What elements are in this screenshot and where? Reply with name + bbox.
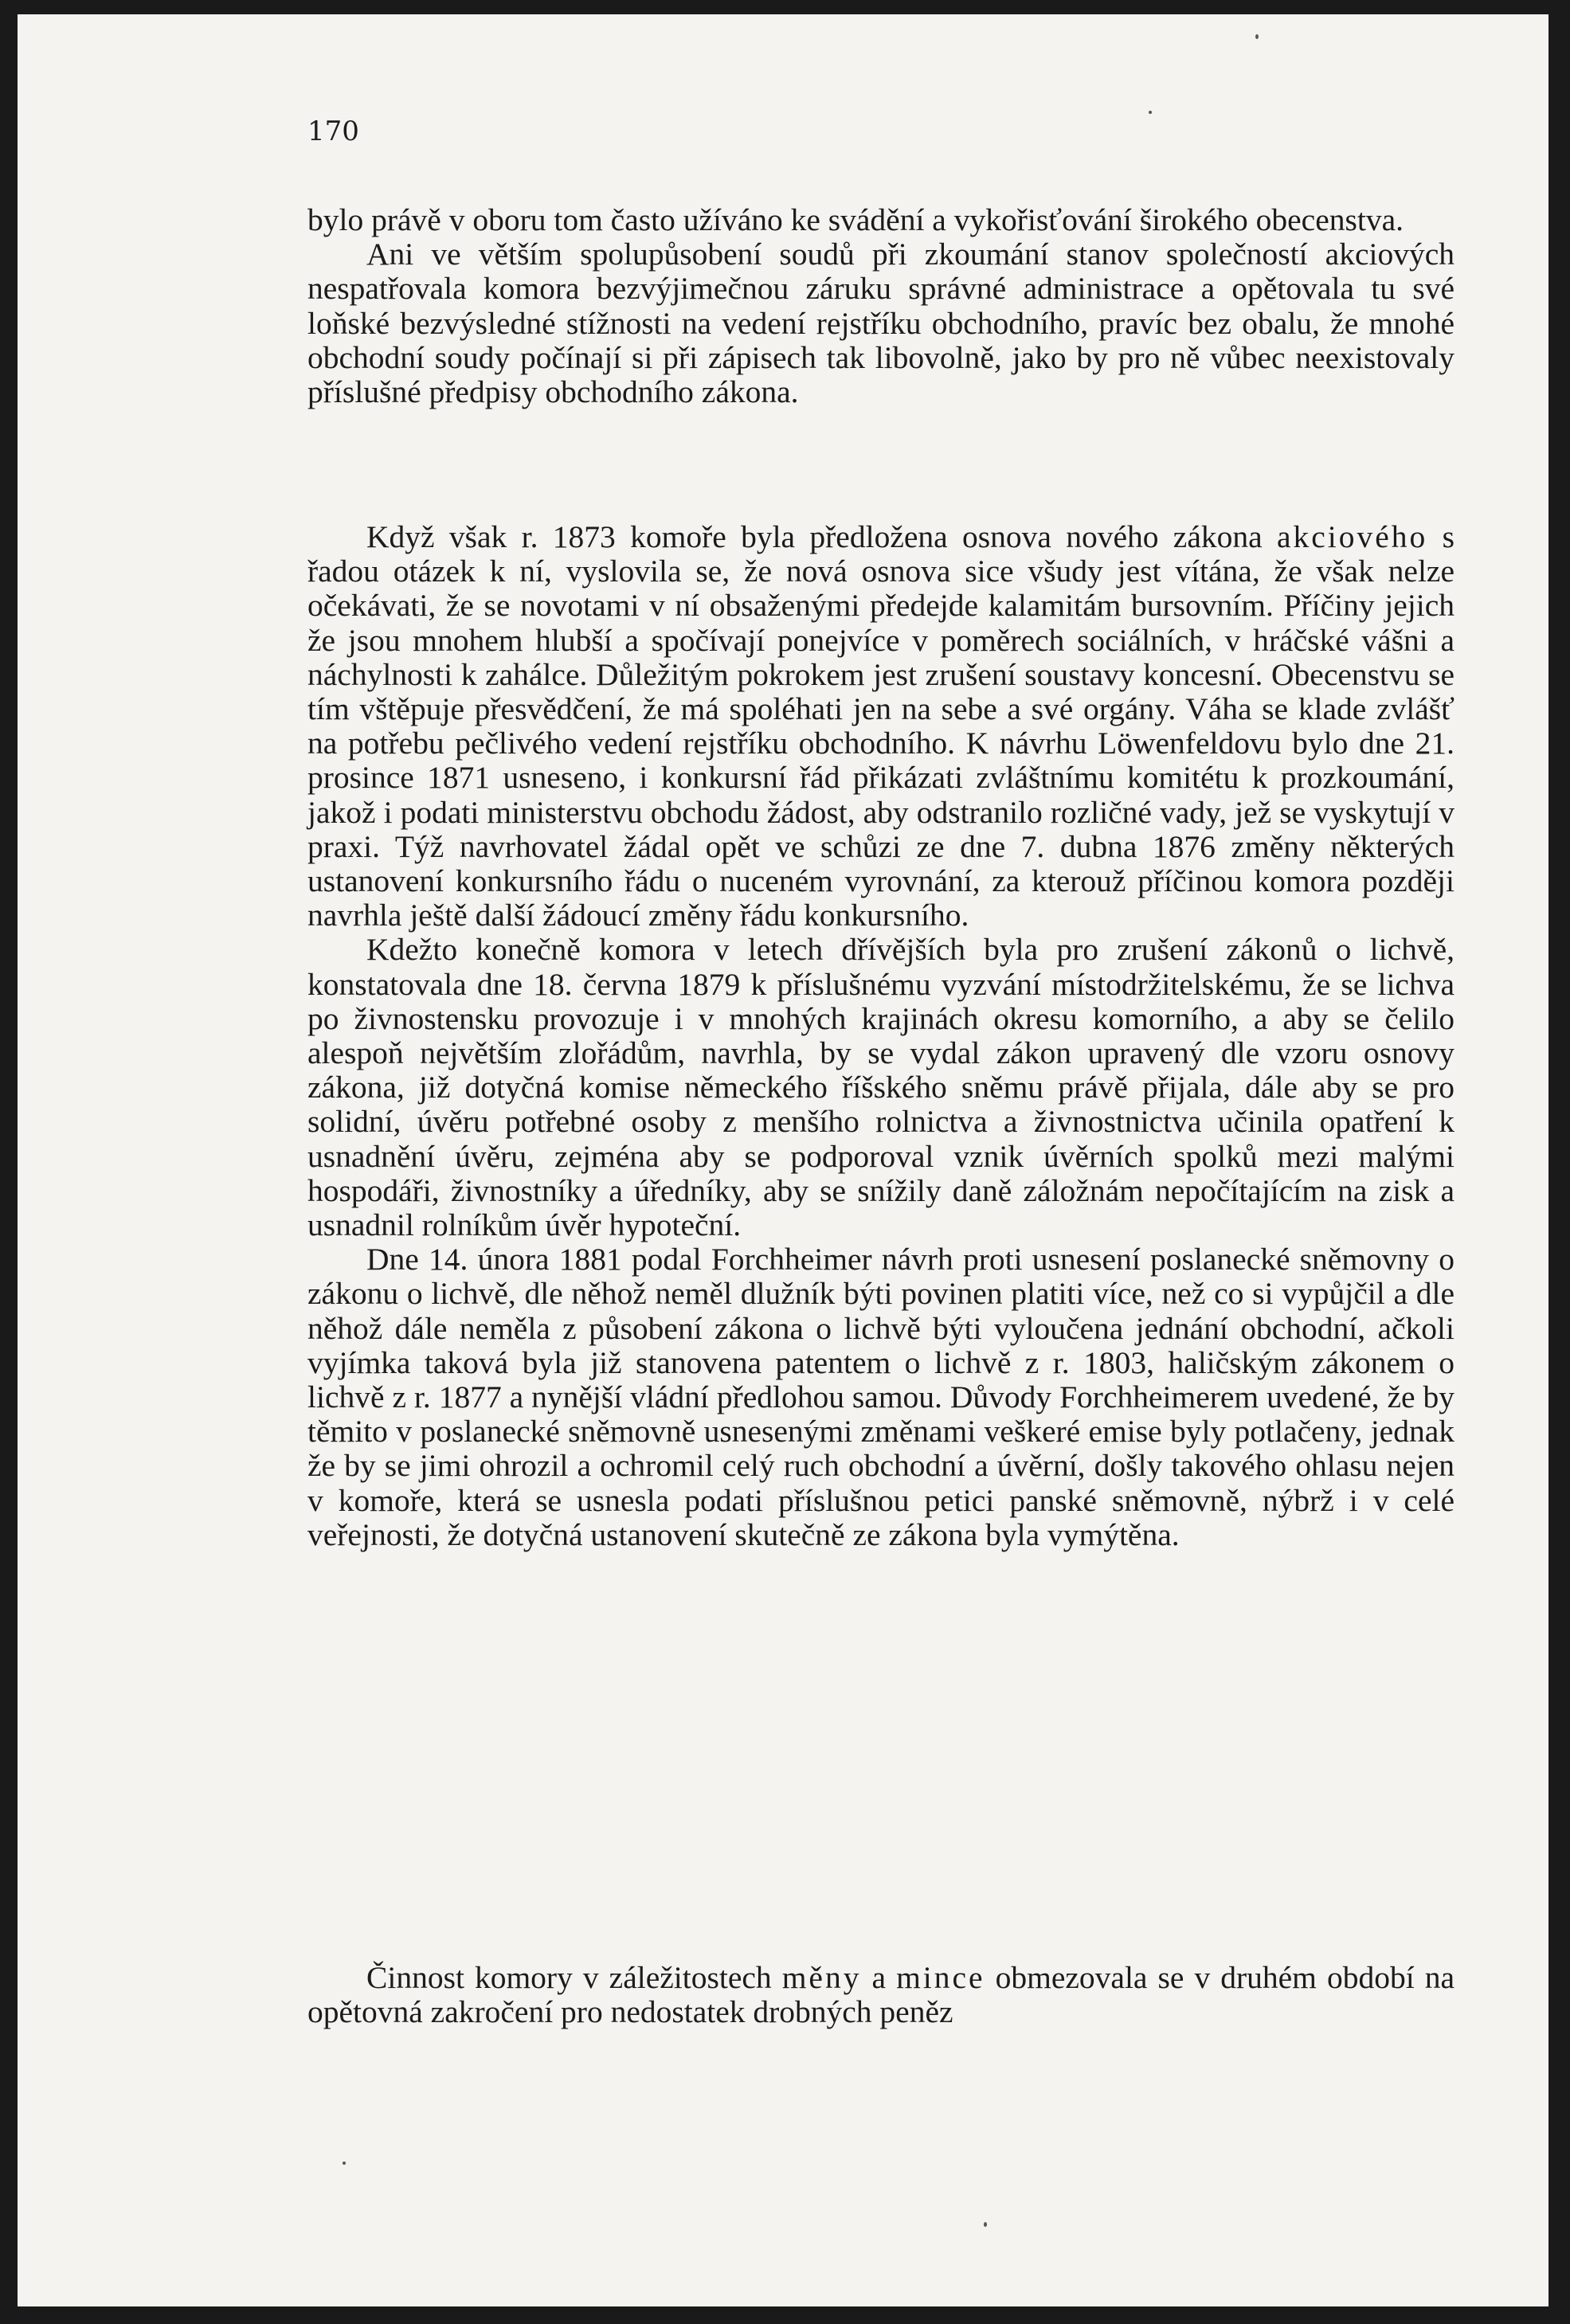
paragraph-akciovy-zakon xyxy=(307,520,1455,933)
paragraph-continuation: bylo právě v oboru tom často užíváno ke svádění a vykořisťování širokého obecenstva. xyxy=(307,202,1404,237)
paragraph-stanovy: Ani ve větším spolupůsobení soudů při zkoumání stanov společností akciových nespatřovala komora bezvýjimečnou záruku správné administrace a opětovala tu své loňské bezvýsledné stížnosti na vedení rejstříku obchodního, pravíc bez obalu, že mnohé obchodní soudy počínají si při zápisech tak libovolně, jako by pro ně vůbec neexistovaly příslušné předpisy obchodního zákona. xyxy=(307,237,1455,410)
text-run: obmezovala se v druhém období na opětovná zakročení pro nedostatek drobných peněz xyxy=(307,1960,1455,2030)
text-run: a xyxy=(861,1960,897,1995)
paragraph-forchheimer: Dne 14. února 1881 podal Forchheimer návrh proti usnesení poslanecké sněmovny o zákonu o lichvě, dle něhož neměl dlužník býti povinen platiti více, než co si vypůjčil a dle něhož dále neměla z působení zákona o lichvě býti vyloučena jednání obchodní, ačkoli vyjímka taková byla již stanovena patentem o lichvě z r. 1803, haličským zákonem o lichvě z r. 1877 a nynější vládní předlohou samou. Důvody Forchheimerem uvedené, že by těmito v poslanecké sněmovně usnesenými změnami veškeré emise byly potlačeny, jednak že by se jimi ohrozil a ochromil celý ruch obchodní a úvěrní, došly takového ohlasu nejen v komoře, která se usnesla podati příslušnou petici panské sněmovně, nýbrž i v celé veřejnosti, že dotyčná ustanovení skutečně ze zákona byla vymýtěna. xyxy=(307,1242,1455,1552)
scan-speck xyxy=(1255,34,1259,39)
text-run: s řadou otázek k ní, vyslovila se, že nová osnova sice všudy jest vítána, že však nelze očekávati, že se novotami v ní obsaženými předejde kalamitám bursovním. Příčiny jejich že jsou mnohem hlubší a spočívají ponejvíce v poměrech sociálních, v hráčské vášni a náchylnosti k zahálce. Důležitým pokrokem jest zrušení soustavy koncesní. Obecenstvu se tím vštěpuje přesvědčení, že má spoléhati jen na sebe a své orgány. Váha se klade zvlášť na potřebu pečlivého vedení rejstříku obchodního. K návrhu Löwenfeldovu bylo dne 21. prosince 1871 usneseno, i konkursní řád přikázati zvláštnímu komitétu k prozkoumání, jakož i podati ministerstvu obchodu žádost, aby odstranilo rozličné vady, jež se vyskytují v praxi. Týž navrhovatel žádal opět ve schůzi ze dne 7. dubna 1876 změny některých ustanovení konkursního řádu o nuceném vyrovnání, za kterouž příčinou komora později navrhla ještě další žádoucí změny řádu konkursního. xyxy=(307,519,1455,933)
text-block-opening xyxy=(307,203,1455,409)
emphasized-term: akciového xyxy=(1276,519,1428,554)
scan-speck xyxy=(343,2162,346,2165)
scan-speck xyxy=(1149,111,1152,114)
text-run: Činnost komory v záležitostech xyxy=(366,1960,782,1995)
paragraph-lichva: Kdežto konečně komora v letech dřívějších byla pro zrušení zákonů o lichvě, konstatovala dne 18. června 1879 k příslušnému vyzvání místodržitelskému, že se lichva po živnostensku provozuje i v mnohých krajinách okresu komorního, a aby se čelilo alespoň největším zlořádům, navrhla, by se vydal zákon upravený dle vzoru osnovy zákona, již dotyčná komise německého říšského sněmu právě přijala, dále aby se pro solidní, úvěru potřebné osoby z menšího rolnictva a živnostnictva učinila opatření k usnadnění úvěru, zejména aby se podporoval vznik úvěrních spolků mezi malými hospodáři, živnostníky a úředníky, aby se snížily daně záložnám nepočítajícím na zisk a usnadnil rolníkům úvěr hypoteční. xyxy=(307,932,1455,1243)
text-run: Když však r. 1873 komoře byla předložena osnova nového zákona xyxy=(366,519,1277,554)
emphasized-term: měny xyxy=(781,1960,862,1995)
scan-speck xyxy=(984,2222,987,2227)
paragraph-mena-mince xyxy=(307,1961,1455,2029)
text-block-akciovy-zakon xyxy=(307,520,1455,1552)
emphasized-term: mince xyxy=(896,1960,985,1995)
page-number: 170 xyxy=(307,115,359,147)
text-block-mena-mince xyxy=(307,1961,1455,2029)
